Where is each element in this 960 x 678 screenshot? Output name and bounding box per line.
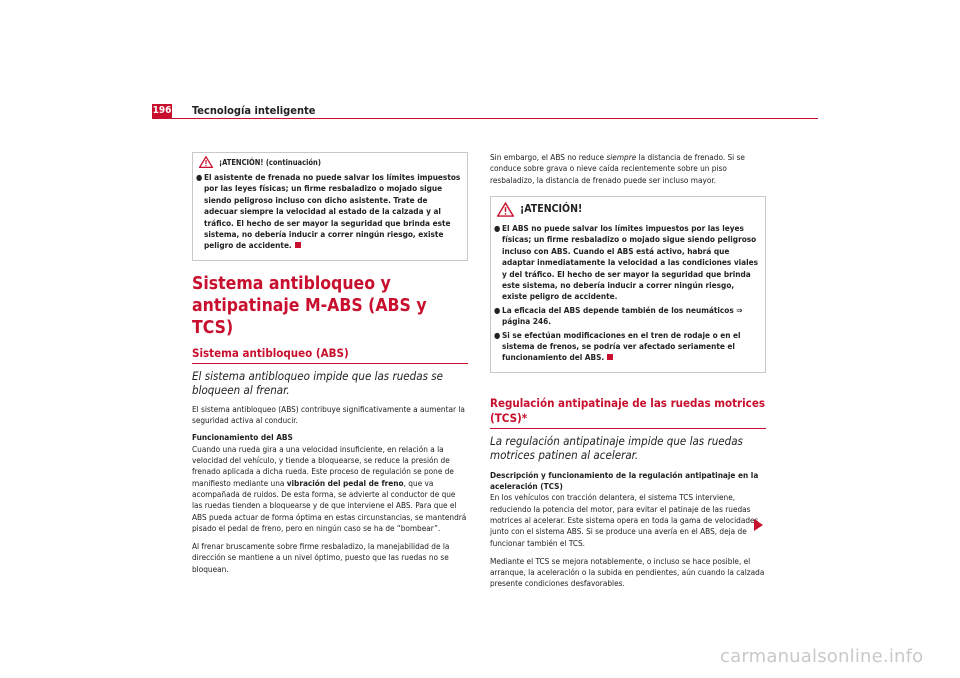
continue-arrow-icon <box>754 519 763 531</box>
bullet-icon: ● <box>196 173 203 182</box>
warning-title: ¡ATENCIÓN! <box>520 203 583 216</box>
bullet-icon: ● <box>494 305 501 315</box>
end-of-section-icon <box>607 354 613 360</box>
warning-header <box>491 197 765 221</box>
section-title: Sistema antibloqueo y antipatinaje M-ABS (ABS y TCS) <box>192 273 427 338</box>
chapter-title: Tecnología inteligente <box>192 104 316 117</box>
bullet-icon: ● <box>494 223 501 233</box>
warning-item: ● Si se efectúan modificaciones en el tren de rodaje o en el sistema de frenos, se podría ver afectado seriamente el funcionamiento del ABS. <box>494 329 741 363</box>
abs-function-heading: Funcionamiento del ABS <box>192 432 293 443</box>
watermark: carmanualsonline.info <box>720 646 924 667</box>
bullet-icon: ● <box>494 330 501 340</box>
abs-lead: El sistema antibloqueo impide que las ruedas se bloqueen al frenar. <box>192 368 444 397</box>
left-column <box>192 152 468 575</box>
warning-triangle-icon <box>497 202 514 217</box>
warning-header <box>193 153 467 170</box>
abs-paragraph-4: Sin embargo, el ABS no reduce siempre la distancia de frenado. Si se conduce sobre grava o nieve caída recientemente sobre un piso resbaladizo, la distancia de frenado puede ser incluso mayor. <box>490 152 745 185</box>
abs-paragraph-1: El sistema antibloqueo (ABS) contribuye significativamente a aumentar la seguridad activa al conducir. <box>192 403 465 426</box>
warning-item <box>196 172 461 252</box>
warning-box-continued <box>192 152 468 261</box>
warning-text: El asistente de frenada no puede salvar los límites impuestos por las leyes físicas; un firme resbaladizo o mojado sigue siendo peligroso incluso con dicho asistente. Trate de adecuar siempre la velocidad al estado de la calzada y al tráfico. El hecho de ser mayor la seguridad que brinda este sistema, no debería inducir a correr ningún riesgo, existe peligro de accidente. <box>204 172 461 251</box>
end-of-section-icon <box>295 242 301 248</box>
warning-body <box>193 170 467 260</box>
header-rule <box>152 118 818 119</box>
warning-box-abs <box>490 196 766 373</box>
warning-body <box>491 221 765 372</box>
warning-item: ● El ABS no puede salvar los límites impuestos por las leyes físicas; un firme resbaladizo o mojado sigue siendo peligroso incluso con ABS. Cuando el ABS está activo, habrá que adaptar inmediatamente la velocidad a las condiciones viales y del tráfico. El hecho de ser mayor la seguridad que brinda este sistema, no debería inducir a correr ningún riesgo, existe peligro de accidente. <box>494 222 759 302</box>
tcs-paragraph-2: Mediante el TCS se mejora notablemente, o incluso se hace posible, el arranque, la aceleración o la subida en pendientes, aún cuando la calzada presente condiciones desfavorables. <box>490 555 765 589</box>
tcs-paragraph-1: En los vehículos con tracción delantera, el sistema TCS interviene, reduciendo la potencia del motor, para evitar el patinaje de las ruedas motrices al acelerar. Este sistema opera en toda la gama de velocidades junto con el sistema ABS. Si se produce una avería en el ABS, deja de funcionar también el TCS. <box>490 492 759 548</box>
warning-item: ● La eficacia del ABS depende también de los neumáticos ⇒ página 246. <box>494 304 743 327</box>
abs-paragraph-2: Cuando una rueda gira a una velocidad insuficiente, en relación a la velocidad del vehículo, y tiende a bloquearse, se reduce la presión de frenado aplicada a dicha rueda. Este proceso de regulación se pone de manifiesto mediante una vibración del pedal de freno, que va acompañada de ruidos. De esta forma, se advierte al conductor de que las ruedas tienden a bloquearse y de que interviene el ABS. Para que el ABS pueda actuar de forma óptima en estas circunstancias, se mantendrá pisado el pedal de freno, pero en ningún caso se ha de “bombear”. <box>192 443 467 533</box>
right-column <box>490 152 766 590</box>
tcs-heading: Descripción y funcionamiento de la regulación antipatinaje en la aceleración (TCS) <box>490 469 759 492</box>
subsection-title-tcs: Regulación antipatinaje de las ruedas motrices (TCS)* <box>490 396 766 429</box>
page-number: 196 <box>152 105 172 116</box>
subsection-title-abs: Sistema antibloqueo (ABS) <box>192 346 468 364</box>
warning-title: ¡ATENCIÓN! (continuación) <box>219 157 321 167</box>
abs-paragraph-3: Al frenar bruscamente sobre firme resbaladizo, la manejabilidad de la dirección se mantiene a un nivel óptimo, puesto que las ruedas no se bloquean. <box>192 541 450 574</box>
warning-triangle-icon <box>199 156 213 168</box>
tcs-lead: La regulación antipatinaje impide que las ruedas motrices patinen al acelerar. <box>490 433 743 462</box>
